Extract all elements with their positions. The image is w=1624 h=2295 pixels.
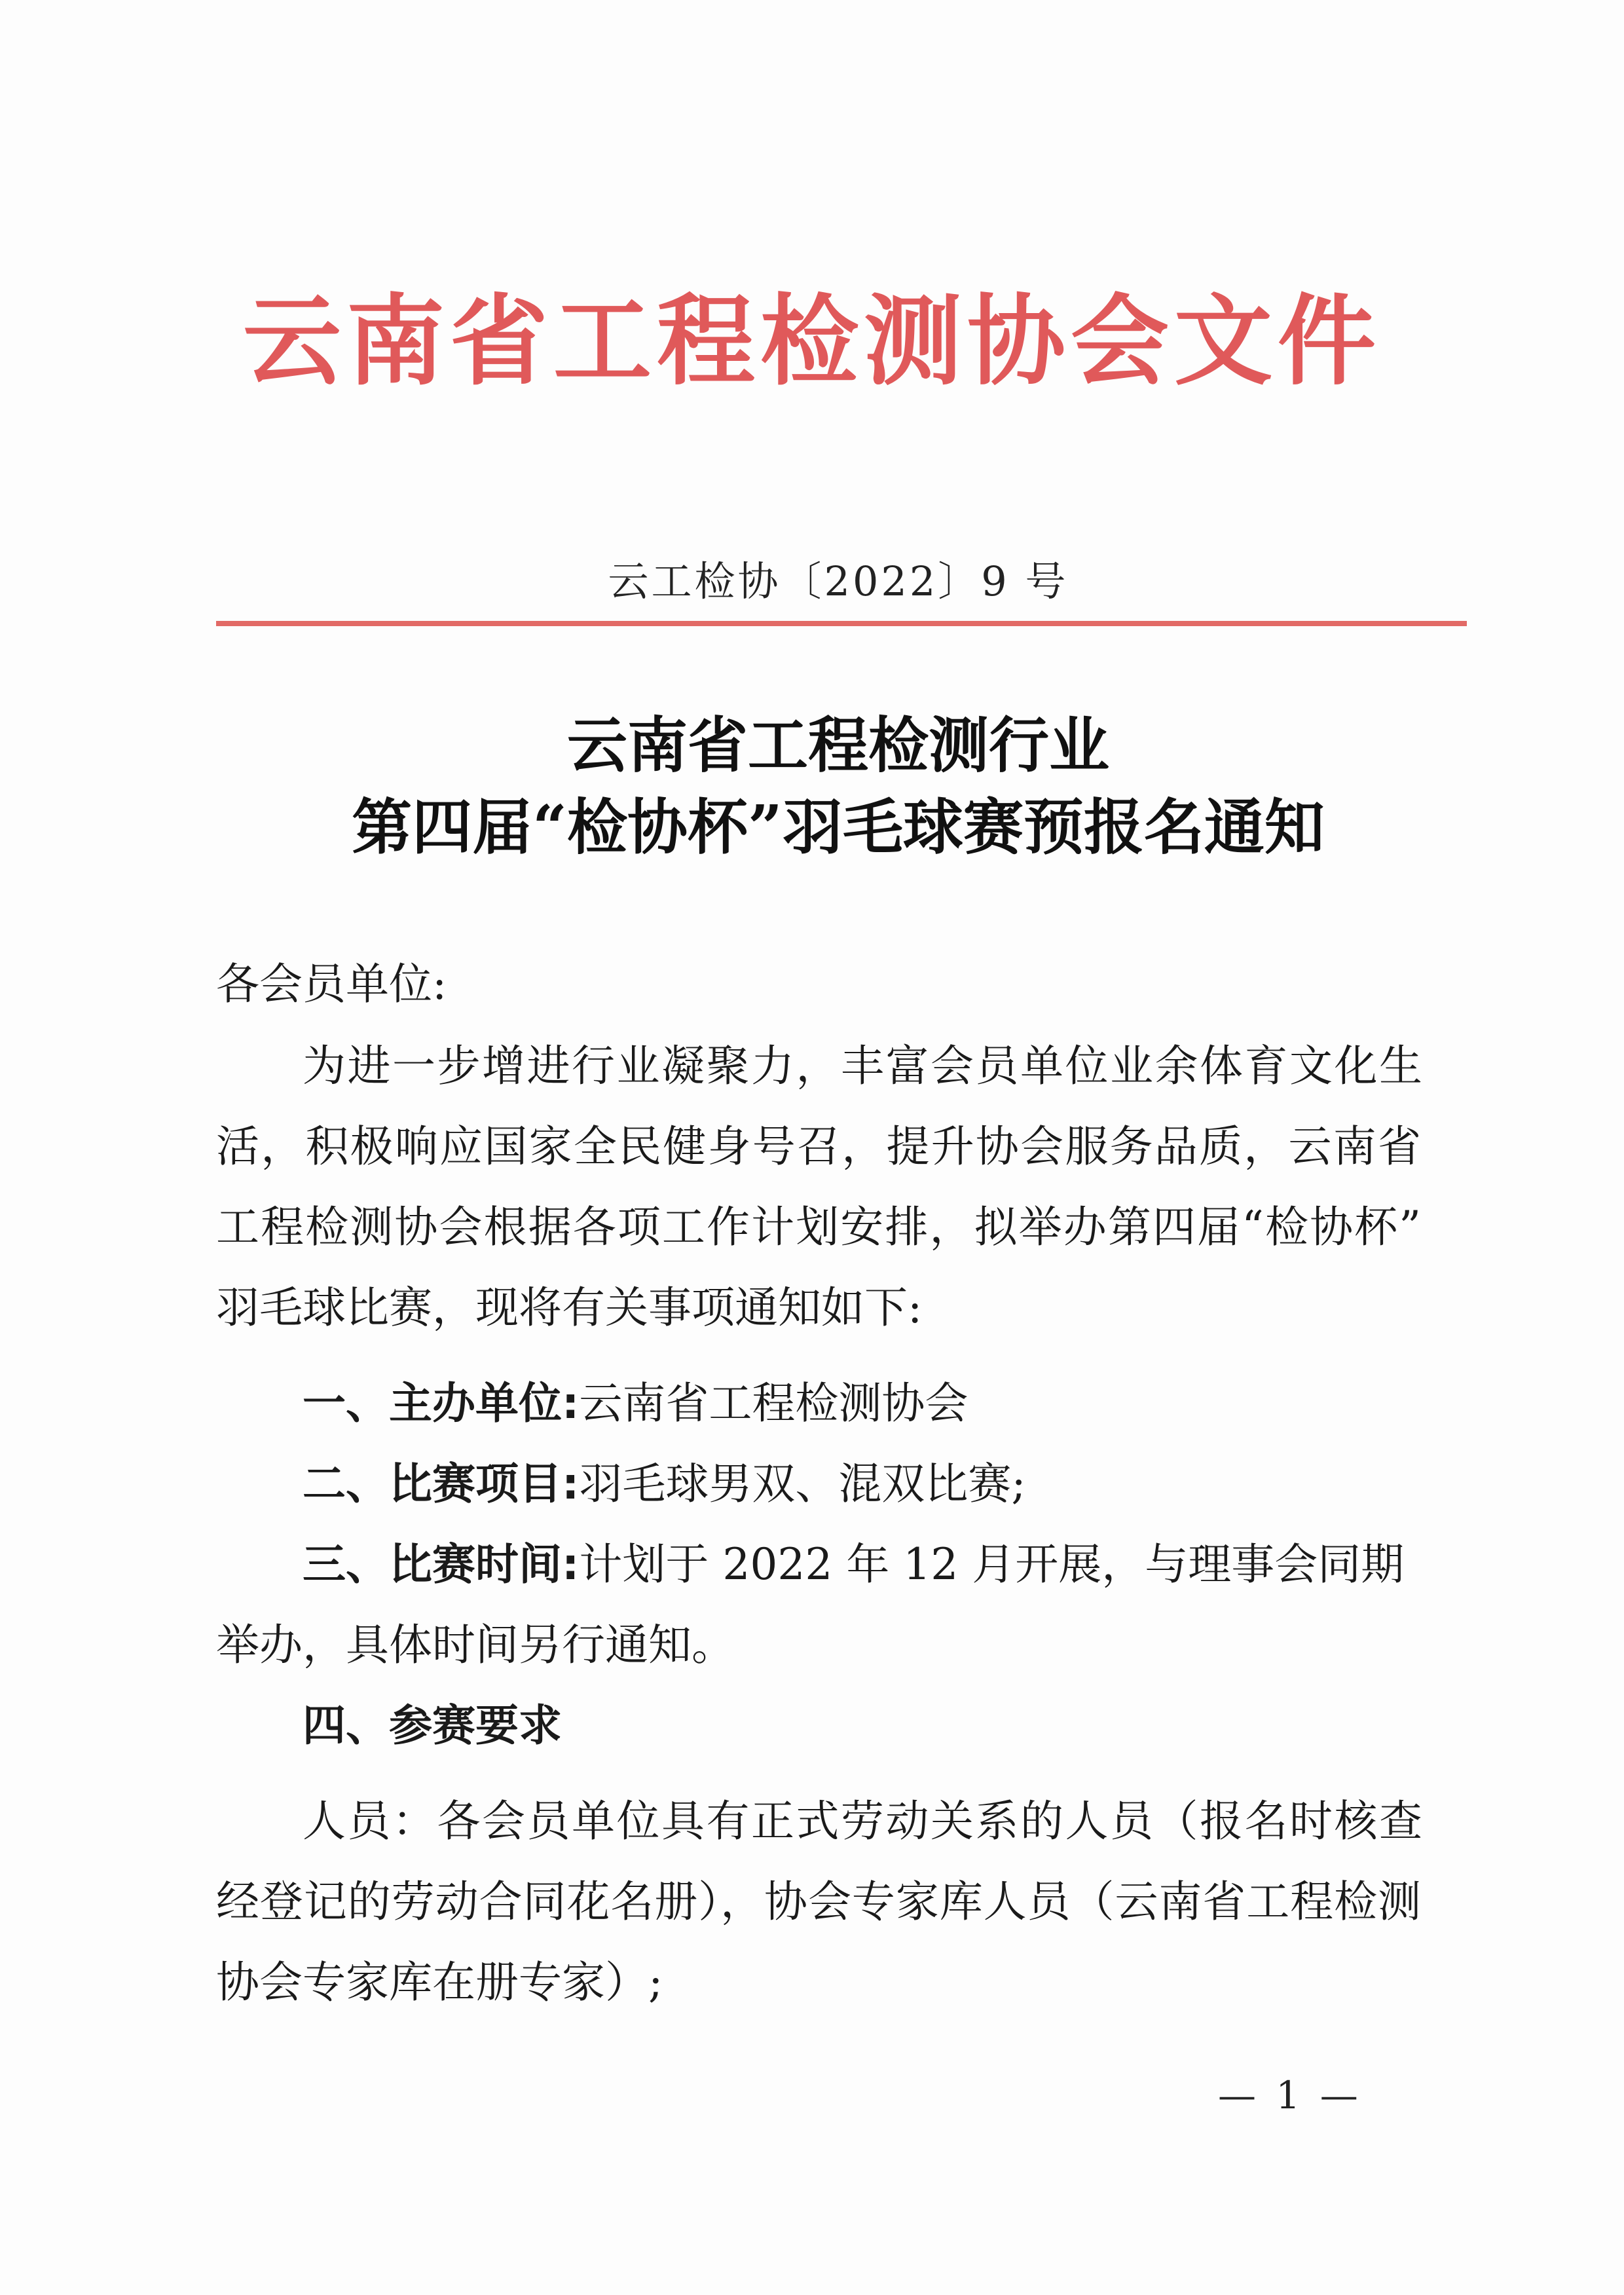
document-number: 云工检协〔2022〕9 号: [608, 557, 1069, 605]
paragraph-1-line-3: 工程检测协会根据各项工作计划安排，拟举办第四届“检协杯”: [216, 1202, 1421, 1252]
page-number: — 1 —: [1218, 2073, 1362, 2118]
item-organizer-heading: 一、主办单位:: [303, 1378, 580, 1428]
personnel-line-3: 协会专家库在册专家）;: [216, 1957, 663, 2007]
item-organizer: [303, 1378, 969, 1428]
item-events-heading: 二、比赛项目:: [303, 1459, 580, 1509]
notice-title-line-2: 第四届“检协杯”羽毛球赛预报名通知: [352, 792, 1325, 863]
paragraph-1-line-1: 为进一步增进行业凝聚力，丰富会员单位业余体育文化生: [303, 1041, 1422, 1091]
item-requirements-heading: 四、参赛要求: [303, 1700, 562, 1751]
document-header-title: 云南省工程检测协会文件: [242, 285, 1381, 399]
item-time-heading: 三、比赛时间:: [303, 1539, 580, 1590]
notice-title-line-1: 云南省工程检测行业: [566, 710, 1109, 781]
paragraph-1-line-4: 羽毛球比赛，现将有关事项通知如下:: [216, 1282, 923, 1333]
personnel-line-1: 人员：各会员单位具有正式劳动关系的人员（报名时核查: [303, 1796, 1422, 1846]
item-time-text: 计划于 2022 年 12 月开展，与理事会同期: [579, 1539, 1405, 1590]
item-events-text: 羽毛球男双、混双比赛;: [579, 1459, 1026, 1509]
item-time: [303, 1539, 1405, 1590]
personnel-line-2: 经登记的劳动合同花名册），协会专家库人员（云南省工程检测: [216, 1876, 1421, 1927]
item-events: [303, 1459, 1026, 1509]
red-divider-line: [216, 621, 1467, 626]
item-time-continuation: 举办，具体时间另行通知。: [216, 1620, 735, 1670]
item-organizer-text: 云南省工程检测协会: [579, 1378, 969, 1428]
paragraph-1-line-2: 活，积极响应国家全民健身号召，提升协会服务品质，云南省: [216, 1121, 1421, 1172]
salutation: 各会员单位:: [216, 959, 447, 1009]
